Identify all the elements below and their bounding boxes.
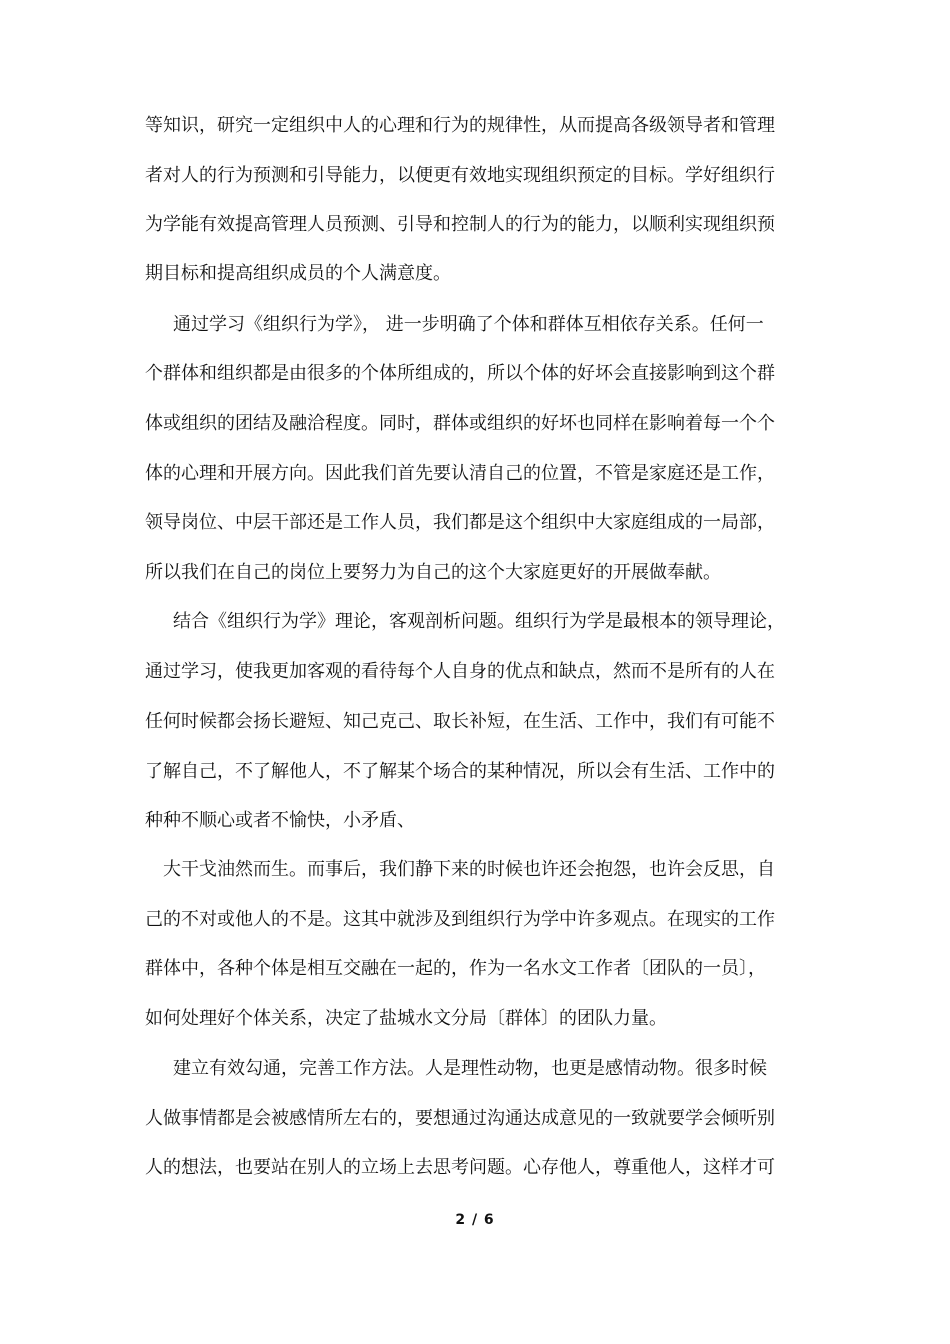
paragraph-4-line-4: 如何处理好个体关系，决定了盐城水文分局〔群体〕的团队力量。 <box>145 1008 667 1029</box>
paragraph-2-line-4: 体的心理和开展方向。因此我们首先要认清自己的位置，不管是家庭还是工作， <box>145 463 775 484</box>
paragraph-3-line-2: 通过学习，使我更加客观的看待每个人自身的优点和缺点，然而不是所有的人在 <box>145 661 775 682</box>
paragraph-1-line-1: 等知识，研究一定组织中人的心理和行为的规律性，从而提高各级领导者和管理 <box>145 115 775 136</box>
paragraph-4-line-1: 大干戈油然而生。而事后，我们静下来的时候也许还会抱怨，也许会反思，自 <box>163 859 775 880</box>
paragraph-3-line-5: 种种不顺心或者不愉快，小矛盾、 <box>145 810 415 831</box>
paragraph-3-line-1: 结合《组织行为学》理论，客观剖析问题。组织行为学是最根本的领导理论， <box>173 611 785 632</box>
page-indicator: 2 / 6 <box>455 1212 495 1228</box>
paragraph-4-line-2: 己的不对或他人的不是。这其中就涉及到组织行为学中许多观点。在现实的工作 <box>145 909 775 930</box>
paragraph-3-line-3: 任何时候都会扬长避短、知己克己、取长补短，在生活、工作中，我们有可能不 <box>145 711 775 732</box>
paragraph-1-line-2: 者对人的行为预测和引导能力，以便更有效地实现组织预定的目标。学好组织行 <box>145 165 775 186</box>
paragraph-1-line-3: 为学能有效提高管理人员预测、引导和控制人的行为的能力，以顺利实现组织预 <box>145 214 775 235</box>
paragraph-2-line-2: 个群体和组织都是由很多的个体所组成的，所以个体的好坏会直接影响到这个群 <box>145 363 775 384</box>
paragraph-5-line-3: 人的想法，也要站在别人的立场上去思考问题。心存他人，尊重他人，这样才可 <box>145 1157 775 1178</box>
paragraph-2-line-1: 通过学习《组织行为学》， 进一步明确了个体和群体互相依存关系。任何一 <box>173 314 764 335</box>
paragraph-2-line-6: 所以我们在自己的岗位上要努力为自己的这个大家庭更好的开展做奉献。 <box>145 562 721 583</box>
paragraph-4-line-3: 群体中，各种个体是相互交融在一起的，作为一名水文工作者〔团队的一员〕， <box>145 958 766 979</box>
paragraph-5-line-2: 人做事情都是会被感情所左右的，要想通过沟通达成意见的一致就要学会倾听别 <box>145 1108 775 1129</box>
paragraph-1-line-4: 期目标和提高组织成员的个人满意度。 <box>145 263 451 284</box>
paragraph-5-line-1: 建立有效勾通，完善工作方法。人是理性动物，也更是感情动物。很多时候 <box>173 1058 767 1079</box>
paragraph-2-line-3: 体或组织的团结及融洽程度。同时，群体或组织的好坏也同样在影响着每一个个 <box>145 413 775 434</box>
paragraph-2-line-5: 领导岗位、中层干部还是工作人员，我们都是这个组织中大家庭组成的一局部， <box>145 512 775 533</box>
paragraph-3-line-4: 了解自己，不了解他人，不了解某个场合的某种情况，所以会有生活、工作中的 <box>145 761 775 782</box>
